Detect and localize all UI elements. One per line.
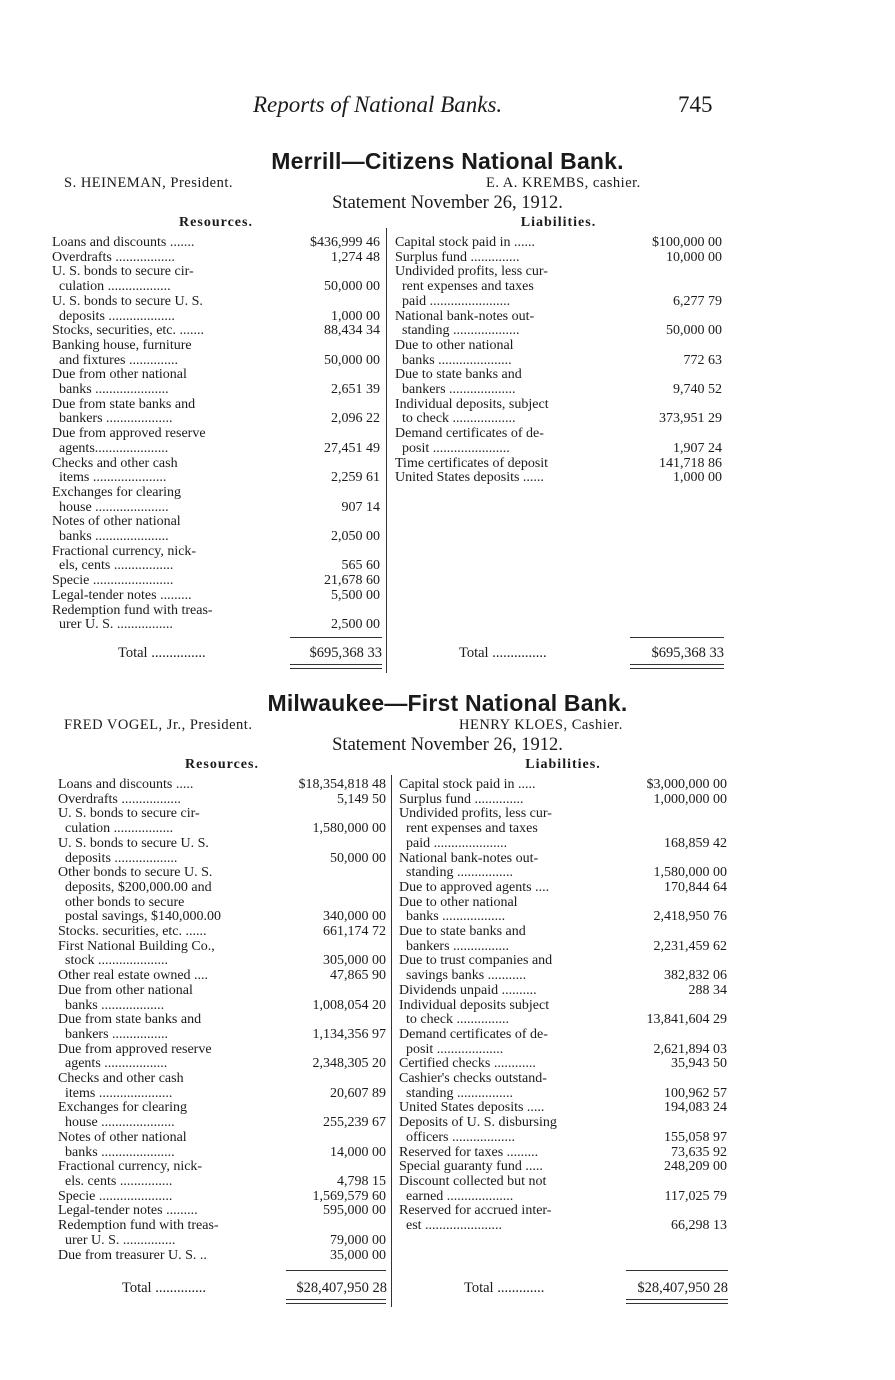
liability-line-item <box>399 852 727 881</box>
resources-total: $695,368 33 <box>309 645 382 661</box>
liability-line-item <box>399 1116 727 1145</box>
bank-title: Merrill—Citizens National Bank. <box>271 148 624 174</box>
resource-line-item <box>52 604 380 633</box>
liabilities-list <box>399 778 727 1234</box>
item-amount: 73,635 92 <box>671 1144 727 1160</box>
item-amount: $436,999 46 <box>310 235 380 250</box>
total-rule <box>290 637 382 638</box>
item-amount: 14,000 00 <box>330 1144 386 1160</box>
resource-line-item <box>58 1013 386 1042</box>
resource-line-item <box>52 545 380 574</box>
item-label: National bank-notes out- standing ................... <box>395 308 535 339</box>
item-label: Discount collected but not earned ................... <box>399 1173 547 1204</box>
resources-total: $28,407,950 28 <box>296 1280 387 1296</box>
item-amount: 13,841,604 29 <box>646 1012 727 1028</box>
item-amount: 2,500 00 <box>331 617 380 633</box>
liability-line-item <box>395 236 722 251</box>
item-amount: 20,607 89 <box>330 1085 386 1101</box>
liability-line-item <box>399 925 727 954</box>
item-label: U. S. bonds to secure cir- culation ................. <box>58 806 200 837</box>
liability-line-item <box>399 881 727 896</box>
item-amount: 2,259 61 <box>331 470 380 486</box>
item-label: Due to other national banks .................. <box>399 894 518 925</box>
cashier: E. A. KREMBS, cashier. <box>486 175 641 191</box>
item-label: Capital stock paid in ...... <box>395 235 535 250</box>
item-label: Surplus fund .............. <box>399 791 524 807</box>
item-label: Notes of other national banks ..................... <box>52 514 181 545</box>
item-amount: 47,865 90 <box>330 968 386 984</box>
liability-line-item <box>395 310 722 339</box>
running-title: Reports of National Banks. <box>253 92 503 117</box>
item-label: Due from other national banks ..................... <box>52 367 187 398</box>
liabilities-column <box>395 214 722 486</box>
liability-line-item <box>395 265 722 309</box>
liability-line-item <box>399 807 727 851</box>
item-label: Individual deposits, subject to check .................. <box>395 396 549 427</box>
item-amount: 661,174 72 <box>323 924 386 940</box>
item-label: Special guaranty fund ..... <box>399 1159 543 1175</box>
item-amount: 35,943 50 <box>671 1056 727 1072</box>
resources-heading: Resources. <box>179 215 253 230</box>
item-amount: 50,000 00 <box>324 279 380 295</box>
liability-line-item <box>399 1160 727 1175</box>
resources-total-label: Total .............. <box>122 1280 206 1296</box>
item-label: Demand certificates of de- posit ................... <box>399 1026 548 1057</box>
item-label: Loans and discounts ..... <box>58 777 194 792</box>
resource-line-item <box>52 515 380 544</box>
liability-line-item <box>395 368 722 397</box>
item-amount: 1,580,000 00 <box>312 821 386 837</box>
resource-line-item <box>58 1131 386 1160</box>
item-label: Redemption fund with treas- urer U. S. ............... <box>58 1218 219 1248</box>
item-amount: 772 63 <box>683 352 722 368</box>
item-amount: 2,621,894 03 <box>653 1041 727 1057</box>
resource-line-item <box>52 486 380 515</box>
page-number: 745 <box>678 92 713 117</box>
item-amount: 88,434 34 <box>324 323 380 339</box>
item-label: Due to other national banks ..................... <box>395 337 514 368</box>
statement-date: Statement November 26, 1912. <box>332 193 563 213</box>
item-label: Undivided profits, less cur- rent expenses and taxes paid ..................... <box>399 806 552 851</box>
resources-list <box>52 236 380 633</box>
item-label: Legal-tender notes ......... <box>58 1203 198 1219</box>
item-amount: 1,569,579 60 <box>312 1188 386 1204</box>
president: S. HEINEMAN, President. <box>64 175 233 191</box>
item-label: Individual deposits subject to check ............... <box>399 997 550 1028</box>
item-amount: 4,798 15 <box>337 1173 386 1189</box>
resource-line-item <box>52 368 380 397</box>
item-amount: 35,000 00 <box>330 1247 386 1263</box>
item-label: Due from approved reserve agents..................... <box>52 426 206 456</box>
item-amount: 2,231,459 62 <box>653 938 727 954</box>
resource-line-item <box>58 866 386 925</box>
item-amount: 255,239 67 <box>323 1115 386 1131</box>
total-rule <box>630 637 724 638</box>
item-amount: 373,951 29 <box>659 411 722 427</box>
item-amount: 1,580,000 00 <box>653 865 727 881</box>
resource-line-item <box>58 1190 386 1205</box>
cashier: HENRY KLOES, Cashier. <box>459 717 623 733</box>
item-label: Due from approved reserve agents .................. <box>58 1041 212 1072</box>
total-double-rule <box>286 1299 386 1304</box>
item-amount: 595,000 00 <box>323 1203 386 1219</box>
resource-line-item <box>58 837 386 866</box>
item-label: U. S. bonds to secure cir- culation .................. <box>52 264 194 295</box>
liability-line-item <box>399 1057 727 1072</box>
resource-line-item <box>58 1043 386 1072</box>
resource-line-item <box>52 457 380 486</box>
president: FRED VOGEL, Jr., President. <box>64 717 253 733</box>
resource-line-item <box>58 925 386 940</box>
item-amount: 6,277 79 <box>673 293 722 309</box>
liabilities-total-label: Total ............. <box>464 1280 545 1296</box>
liabilities-list <box>395 236 722 486</box>
item-label: Due from treasurer U. S. .. <box>58 1247 207 1263</box>
item-label: Other real estate owned .... <box>58 968 209 984</box>
liability-line-item <box>399 1101 727 1116</box>
item-amount: 2,418,950 76 <box>653 909 727 925</box>
item-label: Time certificates of deposit <box>395 455 549 471</box>
officers <box>0 175 895 192</box>
item-amount: 141,718 86 <box>659 455 722 471</box>
item-amount: 2,050 00 <box>331 529 380 545</box>
item-label: Other bonds to secure U. S. deposits, $200,000.00 and other bonds to secure postal savings, $140,000.00 <box>58 865 221 925</box>
resources-column <box>52 214 380 633</box>
item-label: Banking house, furniture and fixtures .............. <box>52 337 192 368</box>
resource-line-item <box>58 1160 386 1189</box>
column-divider <box>391 775 392 1307</box>
resources-total-label: Total ............... <box>118 645 206 661</box>
resources-list <box>58 778 386 1263</box>
resource-line-item <box>52 589 380 604</box>
item-label: United States deposits ...... <box>395 470 544 486</box>
item-amount: 168,859 42 <box>664 835 727 851</box>
item-label: Surplus fund .............. <box>395 249 520 265</box>
resource-line-item <box>52 251 380 266</box>
item-label: United States deposits ..... <box>399 1100 545 1116</box>
liability-line-item <box>399 1146 727 1161</box>
liability-line-item <box>399 793 727 808</box>
item-label: Due to trust companies and savings banks ........... <box>399 953 553 984</box>
liability-line-item <box>399 1028 727 1057</box>
item-label: Capital stock paid in ..... <box>399 777 536 792</box>
item-amount: 1,000,000 00 <box>653 791 727 807</box>
item-amount: 2,096 22 <box>331 411 380 427</box>
column-divider <box>386 228 387 673</box>
item-amount: 565 60 <box>341 558 380 574</box>
resource-line-item <box>52 236 380 251</box>
resource-line-item <box>58 778 386 793</box>
item-label: U. S. bonds to secure U. S. deposits .................. <box>58 835 209 866</box>
item-amount: 1,907 24 <box>673 440 722 456</box>
resource-line-item <box>58 1072 386 1101</box>
item-amount: 194,083 24 <box>664 1100 727 1116</box>
liabilities-total: $695,368 33 <box>651 645 724 661</box>
item-label: Fractional currency, nick- els, cents ................. <box>52 543 197 574</box>
liabilities-heading: Liabilities. <box>525 757 601 772</box>
item-label: Due to state banks and bankers ................ <box>399 924 526 954</box>
resource-line-item <box>58 807 386 836</box>
total-rule <box>286 1270 386 1271</box>
liabilities-total: $28,407,950 28 <box>637 1280 728 1296</box>
resource-line-item <box>52 339 380 368</box>
item-amount: 907 14 <box>341 499 380 515</box>
bank-title: Milwaukee—First National Bank. <box>267 690 628 716</box>
liability-line-item <box>399 984 727 999</box>
item-label: Stocks, securities, etc. ....... <box>52 323 205 339</box>
item-amount: 117,025 79 <box>664 1188 727 1204</box>
resource-line-item <box>52 295 380 324</box>
liability-line-item <box>395 427 722 456</box>
item-amount: 21,678 60 <box>324 573 380 589</box>
item-amount: 100,962 57 <box>664 1085 727 1101</box>
item-label: Deposits of U. S. disbursing officers .................. <box>399 1115 557 1145</box>
item-label: Due from state banks and bankers ................ <box>58 1012 202 1042</box>
item-amount: 382,832 06 <box>664 968 727 984</box>
item-label: Legal-tender notes ......... <box>52 587 192 603</box>
item-label: Reserved for accrued inter- est ...................... <box>399 1203 552 1234</box>
liability-line-item <box>395 457 722 472</box>
resources-heading: Resources. <box>185 757 259 772</box>
item-amount: 1,134,356 97 <box>312 1026 386 1042</box>
item-amount: 340,000 00 <box>323 909 386 925</box>
item-label: Certified checks ............ <box>399 1056 536 1072</box>
item-amount: 10,000 00 <box>666 249 722 265</box>
total-rule <box>626 1270 728 1271</box>
resources-column <box>58 756 386 1263</box>
resource-line-item <box>58 984 386 1013</box>
resource-line-item <box>58 969 386 984</box>
resource-line-item <box>58 1219 386 1248</box>
liability-line-item <box>399 896 727 925</box>
liabilities-column <box>399 756 727 1234</box>
liability-line-item <box>395 251 722 266</box>
item-amount: 50,000 00 <box>330 850 386 866</box>
item-label: Reserved for taxes ......... <box>399 1144 539 1160</box>
bank-statement-milwaukee <box>0 690 895 1263</box>
item-amount: 5,500 00 <box>331 587 380 603</box>
resource-line-item <box>52 398 380 427</box>
resource-line-item <box>52 265 380 294</box>
item-amount: 9,740 52 <box>673 382 722 398</box>
item-amount: 305,000 00 <box>323 953 386 969</box>
item-label: Loans and discounts ....... <box>52 235 195 250</box>
resource-line-item <box>58 1249 386 1264</box>
liability-line-item <box>395 339 722 368</box>
item-amount: 248,209 00 <box>664 1159 727 1175</box>
item-amount: 288 34 <box>688 982 727 998</box>
resource-line-item <box>52 574 380 589</box>
total-double-rule <box>626 1299 728 1304</box>
item-label: Specie ....................... <box>52 573 174 589</box>
item-amount: $100,000 00 <box>652 235 722 250</box>
resource-line-item <box>52 427 380 456</box>
item-label: Exchanges for clearing house ..................... <box>58 1100 188 1131</box>
item-amount: 5,149 50 <box>337 791 386 807</box>
liability-line-item <box>395 471 722 486</box>
resource-line-item <box>52 324 380 339</box>
item-amount: $3,000,000 00 <box>646 777 727 792</box>
resource-line-item <box>58 1101 386 1130</box>
item-label: Notes of other national banks ..................... <box>58 1129 187 1160</box>
item-amount: 66,298 13 <box>671 1218 727 1234</box>
liability-line-item <box>395 398 722 427</box>
liability-line-item <box>399 778 727 793</box>
item-label: Undivided profits, less cur- rent expenses and taxes paid ....................... <box>395 264 548 309</box>
liability-line-item <box>399 1072 727 1101</box>
liabilities-heading: Liabilities. <box>520 215 597 230</box>
resource-line-item <box>58 940 386 969</box>
item-label: Overdrafts ................. <box>52 249 175 265</box>
item-amount: 170,844 64 <box>664 879 727 895</box>
resource-line-item <box>58 793 386 808</box>
item-amount: 1,274 48 <box>331 249 380 265</box>
item-label: Dividends unpaid .......... <box>399 982 537 998</box>
officers <box>0 717 895 734</box>
liability-line-item <box>399 999 727 1028</box>
item-label: Due to approved agents .... <box>399 879 550 895</box>
item-label: Overdrafts ................. <box>58 791 181 807</box>
item-label: Cashier's checks outstand- standing ................ <box>399 1071 547 1101</box>
item-label: Due to state banks and bankers ................... <box>395 367 522 398</box>
liability-line-item <box>399 954 727 983</box>
item-label: Redemption fund with treas- urer U. S. ................ <box>52 602 213 633</box>
item-amount: 1,000 00 <box>673 470 722 486</box>
total-double-rule <box>630 664 724 669</box>
item-label: First National Building Co., stock .................... <box>58 938 215 969</box>
item-amount: 1,000 00 <box>331 308 380 324</box>
item-label: Demand certificates of de- posit ...................... <box>395 426 544 456</box>
item-amount: 50,000 00 <box>666 323 722 339</box>
item-amount: 50,000 00 <box>324 352 380 368</box>
item-label: Exchanges for clearing house ..................... <box>52 484 182 515</box>
liability-line-item <box>399 1175 727 1204</box>
item-amount: 1,008,054 20 <box>312 997 386 1013</box>
item-amount: 155,058 97 <box>664 1129 727 1145</box>
item-amount: 2,651 39 <box>331 382 380 398</box>
item-label: Stocks. securities, etc. ...... <box>58 924 207 940</box>
bank-statement-merrill <box>0 148 895 633</box>
item-label: Fractional currency, nick- els. cents ............... <box>58 1159 203 1189</box>
statement-date: Statement November 26, 1912. <box>332 735 563 755</box>
item-label: Checks and other cash items ..................... <box>58 1071 184 1101</box>
item-amount: 79,000 00 <box>330 1232 386 1248</box>
item-amount: 27,451 49 <box>324 440 380 456</box>
liability-line-item <box>399 1204 727 1233</box>
item-label: Checks and other cash items ..................... <box>52 455 178 486</box>
total-double-rule <box>290 664 382 669</box>
liabilities-total-label: Total ............... <box>459 645 547 661</box>
running-head <box>0 92 895 122</box>
item-label: Due from other national banks .................. <box>58 982 193 1013</box>
item-label: Due from state banks and bankers ................... <box>52 396 196 427</box>
item-amount: 2,348,305 20 <box>312 1056 386 1072</box>
item-amount: $18,354,818 48 <box>298 777 386 792</box>
item-label: National bank-notes out- standing ................ <box>399 850 539 881</box>
item-label: U. S. bonds to secure U. S. deposits ................... <box>52 293 203 324</box>
resource-line-item <box>58 1204 386 1219</box>
item-label: Specie ..................... <box>58 1188 173 1204</box>
